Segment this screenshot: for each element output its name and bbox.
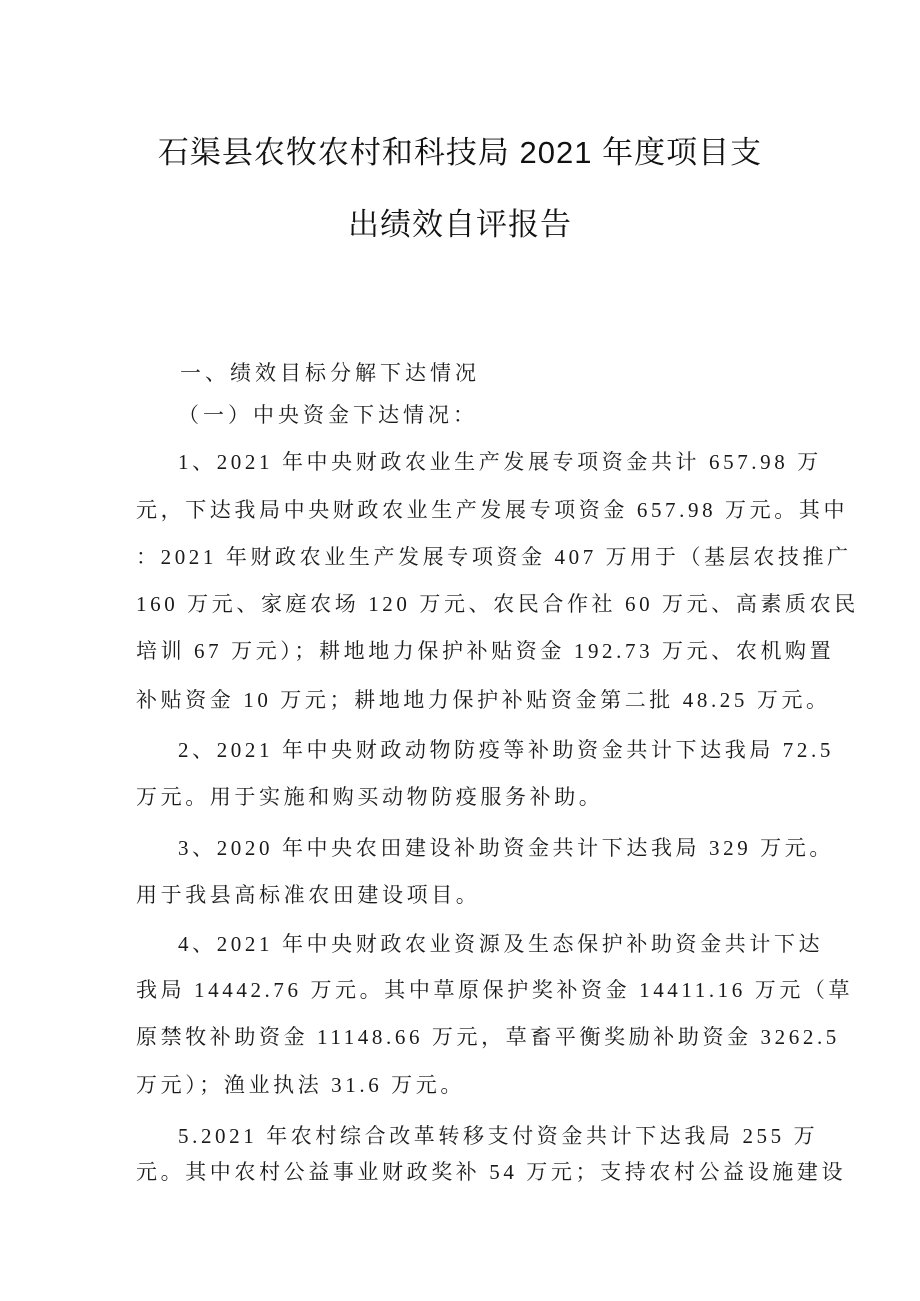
paragraph-4-line: 万元）；渔业执法 31.6 万元。	[136, 1073, 465, 1097]
paragraph-1-line: ：2021 年财政农业生产发展专项资金 407 万用于（基层农技推广	[136, 545, 852, 569]
paragraph-1-line: 培训 67 万元）；耕地地力保护补贴资金 192.73 万元、农机购置	[136, 639, 835, 663]
paragraph-5-line: 5.2021 年农村综合改革转移支付资金共计下达我局 255 万	[178, 1124, 819, 1148]
paragraph-5-line: 元。其中农村公益事业财政奖补 54 万元；支持农村公益设施建设	[136, 1160, 847, 1184]
section-heading: 一、绩效目标分解下达情况	[180, 361, 480, 385]
paragraph-2-line: 万元。用于实施和购买动物防疫服务补助。	[136, 785, 604, 809]
report-title-line-1: 石渠县农牧农村和科技局 2021 年度项目支	[157, 135, 763, 170]
report-title-line-2: 出绩效自评报告	[348, 207, 572, 242]
paragraph-4-line: 4、2021 年中央财政农业资源及生态保护补助资金共计下达	[178, 932, 824, 956]
paragraph-1-line: 160 万元、家庭农场 120 万元、农民合作社 60 万元、高素质农民	[136, 592, 859, 616]
paragraph-4-line: 原禁牧补助资金 11148.66 万元，草畜平衡奖励补助资金 3262.5	[136, 1025, 840, 1049]
paragraph-1-line: 1、2021 年中央财政农业生产发展专项资金共计 657.98 万	[178, 450, 822, 474]
paragraph-4-line: 我局 14442.76 万元。其中草原保护奖补资金 14411.16 万元（草	[136, 978, 854, 1002]
paragraph-1-line: 元，下达我局中央财政农业生产发展专项资金 657.98 万元。其中	[136, 498, 849, 522]
paragraph-3-line: 用于我县高标准农田建设项目。	[136, 883, 481, 907]
subsection-heading: （一）中央资金下达情况：	[178, 403, 478, 427]
paragraph-3-line: 3、2020 年中央农田建设补助资金共计下达我局 329 万元。	[178, 836, 834, 860]
paragraph-2-line: 2、2021 年中央财政动物防疫等补助资金共计下达我局 72.5	[178, 738, 834, 762]
paragraph-1-line: 补贴资金 10 万元；耕地地力保护补贴资金第二批 48.25 万元。	[136, 688, 831, 712]
